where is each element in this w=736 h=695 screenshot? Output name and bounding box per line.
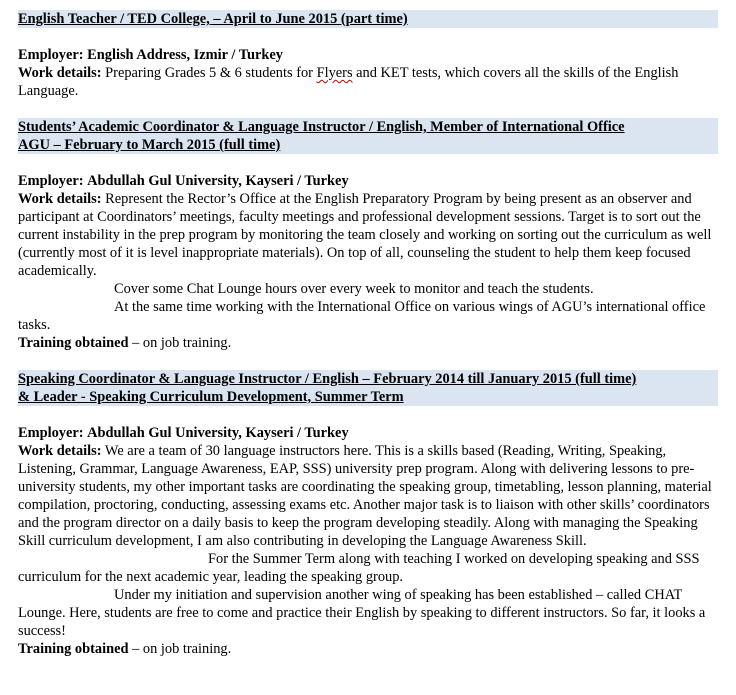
training-line: Training obtained – on job training.	[18, 335, 232, 351]
work-paragraph: Under my initiation and supervision another wing of speaking has been established – called CHAT Lounge. Here, students are free to come and practice their English by speaking to different instructors. So far, it looks a success!	[18, 587, 706, 639]
work-details: Work details: We are a team of 30 language instructors here. This is a skills based (Reading, Writing, Speaking, Listening, Grammar, Language Awareness, EAP, SSS) university prep program. Along with delivering lessons to pre-university students, my other important tasks are coordinating the speaking group, timetabling, lesson planning, material compilation, proctoring, conducting, assessing exams etc. Another major task is to liaison with other skills’ coordinators and the program director on a daily basis to keep the program developing steadily. Along with managing the Speaking Skill curriculum development, I am also contributing in developing the Language Awareness Skill.	[18, 443, 712, 549]
job-entry-ted-college	[18, 10, 718, 100]
work-paragraph: At the same time working with the International Office on various wings of AGU’s international office tasks.	[18, 299, 706, 333]
job-entry-agu-speaking	[18, 370, 718, 658]
employer-line: Employer: Abdullah Gul University, Kayseri / Turkey	[18, 173, 349, 189]
employer-line: Employer: Abdullah Gul University, Kayseri / Turkey	[18, 425, 349, 441]
job-heading: Students’ Academic Coordinator & Language Instructor / English, Member of International Office AGU – February to March 2015 (full time)	[18, 118, 718, 154]
training-line: Training obtained – on job training.	[18, 641, 232, 657]
work-details: Work details: Represent the Rector’s Office at the English Preparatory Program by being present as an observer and participant at Coordinators’ meetings, faculty meetings and professional development sessions. Target is to sort out the current instability in the prep program by monitoring the team closely and working on sorting out the curriculum as well (currently most of it is level inappropriate materials). On top of all, counseling the student to help them keep focused academically.	[18, 191, 712, 279]
employer-line: Employer: English Address, Izmir / Turkey	[18, 47, 283, 63]
work-paragraph: For the Summer Term along with teaching I worked on developing speaking and SSS curriculum for the next academic year, leading the speaking group.	[18, 551, 700, 585]
job-entry-agu-coordinator	[18, 118, 718, 352]
job-heading: Speaking Coordinator & Language Instructor / English – February 2014 till January 2015 (full time) & Leader - Speaking Curriculum Development, Summer Term	[18, 370, 718, 406]
spellcheck-word: Flyers	[316, 65, 353, 81]
job-heading: English Teacher / TED College, – April to June 2015 (part time)	[18, 10, 718, 28]
resume-page	[18, 10, 718, 676]
work-paragraph: Cover some Chat Lounge hours over every week to monitor and teach the students.	[114, 281, 594, 297]
work-details: Work details: Preparing Grades 5 & 6 students for Flyers and KET tests, which covers all the skills of the English Language.	[18, 65, 679, 99]
